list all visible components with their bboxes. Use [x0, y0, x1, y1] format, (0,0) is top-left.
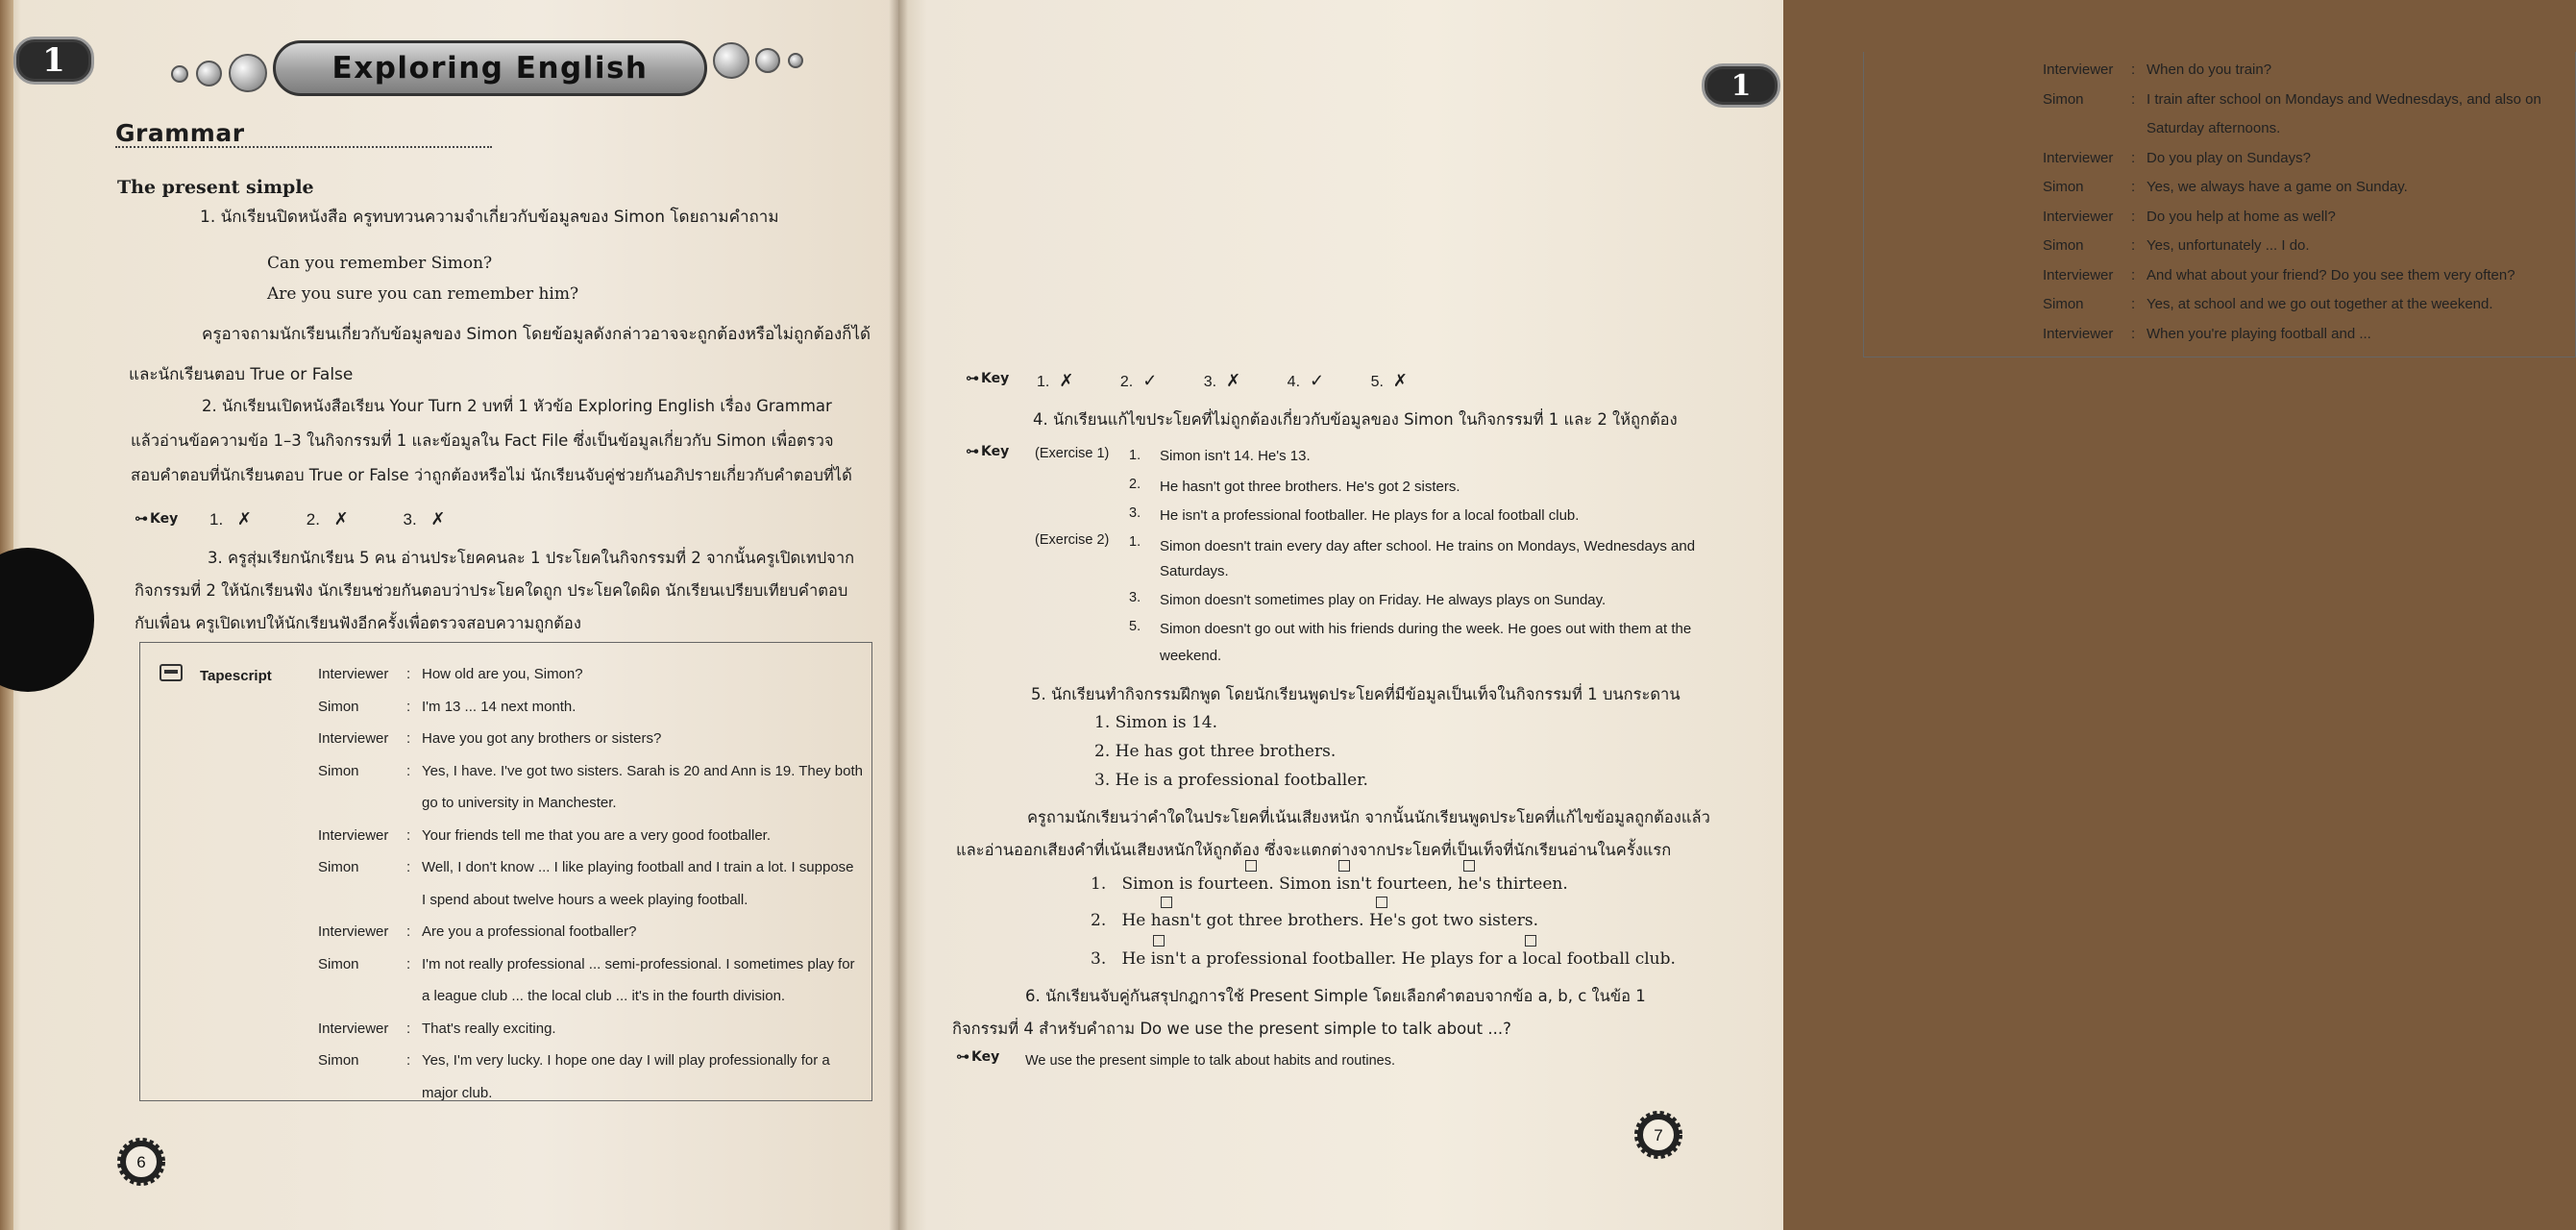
- step-3-cont: กับเพื่อน ครูเปิดเทปให้นักเรียนฟังอีกครั้งเพื่อตรวจสอบความถูกต้อง: [135, 614, 581, 632]
- dialogue-text: How old are you, Simon?: [422, 666, 583, 682]
- answer-number: 2.: [1119, 374, 1134, 390]
- step-2-cont: สอบคำตอบที่นักเรียนตอบ True or False ว่าถูกต้องหรือไม่ นักเรียนจับคู่ช่วยกันอภิปรายเกี่ยวกับคำตอบที่ได้: [131, 466, 852, 484]
- speaker-colon: :: [2131, 325, 2136, 342]
- stressed-syllable: he: [1458, 874, 1479, 894]
- speaker-colon: :: [406, 698, 411, 715]
- item-number: 1.: [1091, 874, 1107, 894]
- speaker-name: Simon: [318, 859, 359, 875]
- key-icon: ⊶: [966, 444, 979, 459]
- step-5: 5. นักเรียนทำกิจกรรมฝึกพูด โดยนักเรียนพูดประโยคที่มีข้อมูลเป็นเท็จในกิจกรรมที่ 1 บนกระดาน: [1031, 685, 1681, 703]
- item-number: 3.: [1129, 590, 1141, 605]
- speaker-colon: :: [406, 666, 411, 682]
- answer-number: 4.: [1287, 374, 1301, 390]
- step-6-cont: กิจกรรมที่ 4 สำหรับคำถาม Do we use the present simple to talk about ...?: [952, 1020, 1511, 1038]
- dialogue-text: Do you help at home as well?: [2147, 208, 2336, 225]
- sentence-part: He: [1121, 949, 1151, 969]
- speaker-name: Simon: [2043, 237, 2084, 254]
- bubble-decoration: [713, 42, 749, 79]
- unit-number: 1: [1730, 68, 1752, 103]
- tapescript-box-continued: [1863, 52, 2576, 357]
- speaker-colon: :: [406, 1052, 411, 1069]
- answer-number: 1.: [1037, 374, 1050, 390]
- speaker-colon: :: [2131, 237, 2136, 254]
- unit-badge: [13, 37, 94, 85]
- dialogue-text: I'm 13 ... 14 next month.: [422, 698, 577, 715]
- correction-text: weekend.: [1160, 648, 1222, 664]
- stressed-syllable: teen: [1232, 874, 1269, 894]
- dialogue-text: That's really exciting.: [422, 1020, 556, 1037]
- key-label: Key: [981, 371, 1010, 386]
- dialogue-text: Yes, we always have a game on Sunday.: [2147, 179, 2408, 195]
- right-page: [898, 0, 2541, 1230]
- cross-mark: ✗: [430, 509, 446, 529]
- sentence-part: n't a professional footballer. He plays for a: [1164, 949, 1523, 969]
- speaker-name: Interviewer: [318, 826, 389, 844]
- page-number-badge: [115, 1136, 167, 1188]
- cross-mark: ✗: [1226, 371, 1241, 390]
- dialogue-text: I spend about twelve hours a week playing football.: [422, 891, 748, 908]
- key-label: Key: [150, 511, 179, 527]
- sentence-part: . Simon: [1268, 874, 1337, 894]
- bubble-decoration: [196, 61, 222, 86]
- answer-key-3: [966, 444, 1009, 459]
- dialogue-text: And what about your friend? Do you see them very often?: [2147, 266, 2515, 283]
- answer-number: 3.: [403, 510, 417, 529]
- question-2: Are you sure you can remember him?: [267, 284, 579, 304]
- answer-number: 2.: [306, 510, 320, 529]
- check-mark: ✓: [1142, 371, 1158, 390]
- key-label: Key: [981, 444, 1010, 459]
- key-icon: ⊶: [966, 371, 979, 386]
- speaker-colon: :: [2131, 149, 2136, 166]
- sentence-part: 's thirteen.: [1478, 874, 1568, 894]
- item-number: 2.: [1091, 911, 1107, 930]
- cross-mark: ✗: [236, 509, 253, 529]
- speaker-name: Interviewer: [318, 730, 389, 747]
- stressed-syllable: lo: [1522, 949, 1538, 969]
- key-icon: ⊶: [135, 511, 148, 527]
- dialogue-text: Have you got any brothers or sisters?: [422, 730, 662, 747]
- answer-list-2: [1037, 371, 1408, 391]
- page-number: 6: [136, 1153, 146, 1171]
- answer-text: We use the present simple to talk about habits and routines.: [1025, 1053, 1396, 1069]
- speaker-colon: :: [406, 859, 411, 875]
- key-icon: ⊶: [956, 1049, 969, 1065]
- binding-hole: [0, 548, 94, 692]
- step-2: 2. นักเรียนเปิดหนังสือเรียน Your Turn 2 บทที่ 1 หัวข้อ Exploring English เรื่อง Grammar: [202, 397, 832, 415]
- dialogue-text: Are you a professional footballer?: [422, 923, 637, 940]
- exercise-2-label: (Exercise 2): [1035, 532, 1110, 548]
- speaker-name: Simon: [318, 955, 359, 972]
- paragraph-1: ครูอาจถามนักเรียนเกี่ยวกับข้อมูลของ Simon โดยข้อมูลดังกล่าวอาจจะถูกต้องหรือไม่ถูกต้องก็ได้: [202, 325, 871, 344]
- dialogue-text: a league club ... the local club ... it's in the fourth division.: [422, 988, 786, 1004]
- stressed-syllable: is: [1336, 874, 1351, 894]
- correction-text: Simon doesn't go out with his friends during the week. He goes out with them at the: [1160, 621, 1692, 637]
- section-banner: [273, 40, 707, 96]
- speaker-name: Simon: [2043, 296, 2084, 312]
- bubble-decoration: [755, 48, 780, 73]
- speaker-name: Interviewer: [2043, 325, 2114, 342]
- speaker-name: Interviewer: [2043, 266, 2114, 283]
- answer-list-1: [209, 509, 446, 529]
- correction-text: He hasn't got three brothers. He's got 2 sisters.: [1160, 479, 1460, 495]
- dialogue-text: When do you train?: [2147, 62, 2272, 78]
- answer-number: 5.: [1370, 374, 1384, 390]
- stressed-syllable: is: [1150, 949, 1165, 969]
- speaker-colon: :: [406, 730, 411, 747]
- bubble-decoration: [788, 53, 803, 68]
- stressed-syllable: He: [1368, 911, 1393, 930]
- exercise-1-label: (Exercise 1): [1035, 446, 1110, 461]
- bubble-decoration: [229, 54, 267, 92]
- sentence-part: n't got three brothers.: [1179, 911, 1369, 930]
- sentence-part: He: [1121, 911, 1151, 930]
- speaker-colon: :: [2131, 208, 2136, 225]
- dialogue-text: When you're playing football and ...: [2147, 325, 2371, 342]
- speaker-name: Simon: [318, 698, 359, 715]
- answer-key-2: [966, 371, 1009, 386]
- dialogue-text: major club.: [422, 1084, 493, 1101]
- correction-text: Saturdays.: [1160, 563, 1229, 579]
- tapescript-box: [139, 642, 872, 1101]
- stress-sentence-1: [1091, 874, 1568, 894]
- answer-key-4: [956, 1049, 999, 1065]
- speaker-name: Interviewer: [318, 1020, 389, 1037]
- dialogue-text: Yes, at school and we go out together at the weekend.: [2147, 296, 2493, 312]
- stressed-syllable: has: [1150, 911, 1180, 930]
- speaker-name: Interviewer: [2043, 149, 2114, 166]
- question-1: Can you remember Simon?: [267, 254, 493, 273]
- step-3-cont: กิจกรรมที่ 2 ให้นักเรียนฟัง นักเรียนช่วยกันตอบว่าประโยคใดถูก ประโยคใดผิด นักเรียนเปรียบเทียบคำตอบ: [135, 581, 848, 600]
- correction-text: He isn't a professional footballer. He plays for a local football club.: [1160, 507, 1580, 524]
- speaker-colon: :: [406, 955, 411, 972]
- book-gutter: [889, 0, 908, 1230]
- subsection-title: The present simple: [117, 177, 314, 198]
- speaker-name: Interviewer: [2043, 208, 2114, 225]
- cross-mark: ✗: [1392, 371, 1408, 390]
- step-4: 4. นักเรียนแก้ไขประโยคที่ไม่ถูกต้องเกี่ยวกับข้อมูลของ Simon ในกิจกรรมที่ 1 และ 2 ให้ถูกต้อง: [1033, 410, 1678, 429]
- correction: [1129, 505, 1141, 521]
- speaker-colon: :: [2131, 90, 2136, 108]
- false-sentence: 2. He has got three brothers.: [1094, 742, 1337, 761]
- speaker-name: Simon: [2043, 90, 2084, 108]
- dialogue-text: Well, I don't know ... I like playing football and I train a lot. I suppose: [422, 859, 854, 875]
- speaker-colon: :: [406, 762, 411, 779]
- dialogue-text: Yes, unfortunately ... I do.: [2147, 237, 2310, 254]
- correction: [1129, 477, 1141, 492]
- answer-number: 3.: [1203, 374, 1217, 390]
- speaker-colon: :: [2131, 296, 2136, 312]
- tapescript-label: Tapescript: [200, 668, 272, 684]
- check-mark: ✓: [1310, 371, 1325, 390]
- speaker-colon: :: [2131, 62, 2136, 78]
- bubble-decoration: [171, 65, 188, 83]
- paragraph-2: ครูถามนักเรียนว่าคำใดในประโยคที่เน้นเสียงหนัก จากนั้นนักเรียนพูดประโยคที่แก้ไขข้อมูลถูกต้องแล้ว: [1027, 808, 1710, 826]
- section-title: Grammar: [115, 119, 245, 147]
- correction-text: Simon doesn't train every day after school. He trains on Mondays, Wednesdays and: [1160, 538, 1696, 554]
- speaker-name: Simon: [318, 1052, 359, 1069]
- dialogue-text: Do you play on Sundays?: [2147, 149, 2311, 166]
- false-sentence: 1. Simon is 14.: [1094, 713, 1218, 732]
- speaker-name: Interviewer: [318, 666, 389, 682]
- paragraph-1-cont: และนักเรียนตอบ True or False: [129, 365, 354, 384]
- sentence-part: 's got two sisters.: [1392, 911, 1539, 930]
- sentence-part: n't fourteen,: [1350, 874, 1459, 894]
- speaker-colon: :: [2131, 179, 2136, 195]
- answer-number: 1.: [209, 510, 224, 529]
- speaker-colon: :: [406, 826, 411, 844]
- dialogue-text: Yes, I have. I've got two sisters. Sarah is 20 and Ann is 19. They both: [422, 762, 863, 779]
- speaker-colon: :: [2131, 266, 2136, 283]
- speaker-name: Interviewer: [2043, 62, 2114, 78]
- correction: [1129, 448, 1141, 463]
- speaker-colon: :: [406, 1020, 411, 1037]
- title-underline: [115, 146, 492, 148]
- banner-title: Exploring English: [331, 51, 649, 86]
- dialogue-text: I'm not really professional ... semi-professional. I sometimes play for: [422, 955, 855, 972]
- dialogue-text: I train after school on Mondays and Wednesdays, and also on: [2147, 90, 2541, 108]
- item-number: 5.: [1129, 619, 1141, 634]
- sentence-part: cal football club.: [1537, 949, 1676, 969]
- correction-text: Simon isn't 14. He's 13.: [1160, 448, 1311, 464]
- item-number: 1.: [1129, 534, 1141, 550]
- answer-key-1: [135, 511, 178, 527]
- sentence-part: Simon is four: [1121, 874, 1233, 894]
- dialogue-text: go to university in Manchester.: [422, 795, 617, 811]
- paragraph-2-cont: และอ่านออกเสียงคำที่เน้นเสียงหนักให้ถูกต้อง ซึ่งจะแตกต่างจากประโยคที่เป็นเท็จที่นักเรียนอ่านในครั้งแรก: [956, 841, 1672, 859]
- dialogue-text: Saturday afternoons.: [2147, 120, 2281, 136]
- cross-mark: ✗: [333, 509, 349, 529]
- item-number: 2.: [1129, 477, 1141, 492]
- step-6: 6. นักเรียนจับคู่กันสรุปกฎการใช้ Present Simple โดยเลือกคำตอบจากข้อ a, b, c ในข้อ 1: [1025, 987, 1646, 1005]
- cassette-icon: [159, 664, 183, 681]
- dialogue-text: Yes, I'm very lucky. I hope one day I will play professionally for a: [422, 1052, 830, 1069]
- step-3: 3. ครูสุ่มเรียกนักเรียน 5 คน อ่านประโยคคนละ 1 ประโยคในกิจกรรมที่ 2 จากนั้นครูเปิดเทปจาก: [208, 549, 855, 567]
- unit-badge: [1702, 63, 1780, 108]
- step-2-cont: แล้วอ่านข้อความข้อ 1–3 ในกิจกรรมที่ 1 และข้อมูลใน Fact File ซึ่งเป็นข้อมูลเกี่ยวกับ Simon เพื่อตรวจ: [131, 431, 834, 450]
- stress-sentence-3: [1091, 949, 1676, 969]
- page-number-badge: [1632, 1109, 1684, 1161]
- stress-sentence-2: [1091, 911, 1538, 930]
- step-1: 1. นักเรียนปิดหนังสือ ครูทบทวนความจำเกี่ยวกับข้อมูลของ Simon โดยถามคำถาม: [200, 208, 779, 227]
- correction-text: Simon doesn't sometimes play on Friday. He always plays on Sunday.: [1160, 592, 1607, 608]
- speaker-colon: :: [406, 923, 411, 940]
- speaker-name: Interviewer: [318, 923, 389, 940]
- dialogue-text: Your friends tell me that you are a very good footballer.: [422, 826, 771, 844]
- unit-number: 1: [42, 41, 65, 80]
- speaker-name: Simon: [2043, 179, 2084, 195]
- key-label: Key: [971, 1049, 1000, 1065]
- left-page: [0, 0, 898, 1230]
- item-number: 3.: [1091, 949, 1107, 969]
- speaker-name: Simon: [318, 762, 359, 779]
- cross-mark: ✗: [1059, 371, 1074, 390]
- false-sentence: 3. He is a professional footballer.: [1094, 771, 1368, 790]
- item-number: 1.: [1129, 448, 1141, 463]
- item-number: 3.: [1129, 505, 1141, 521]
- page-number: 7: [1654, 1126, 1663, 1144]
